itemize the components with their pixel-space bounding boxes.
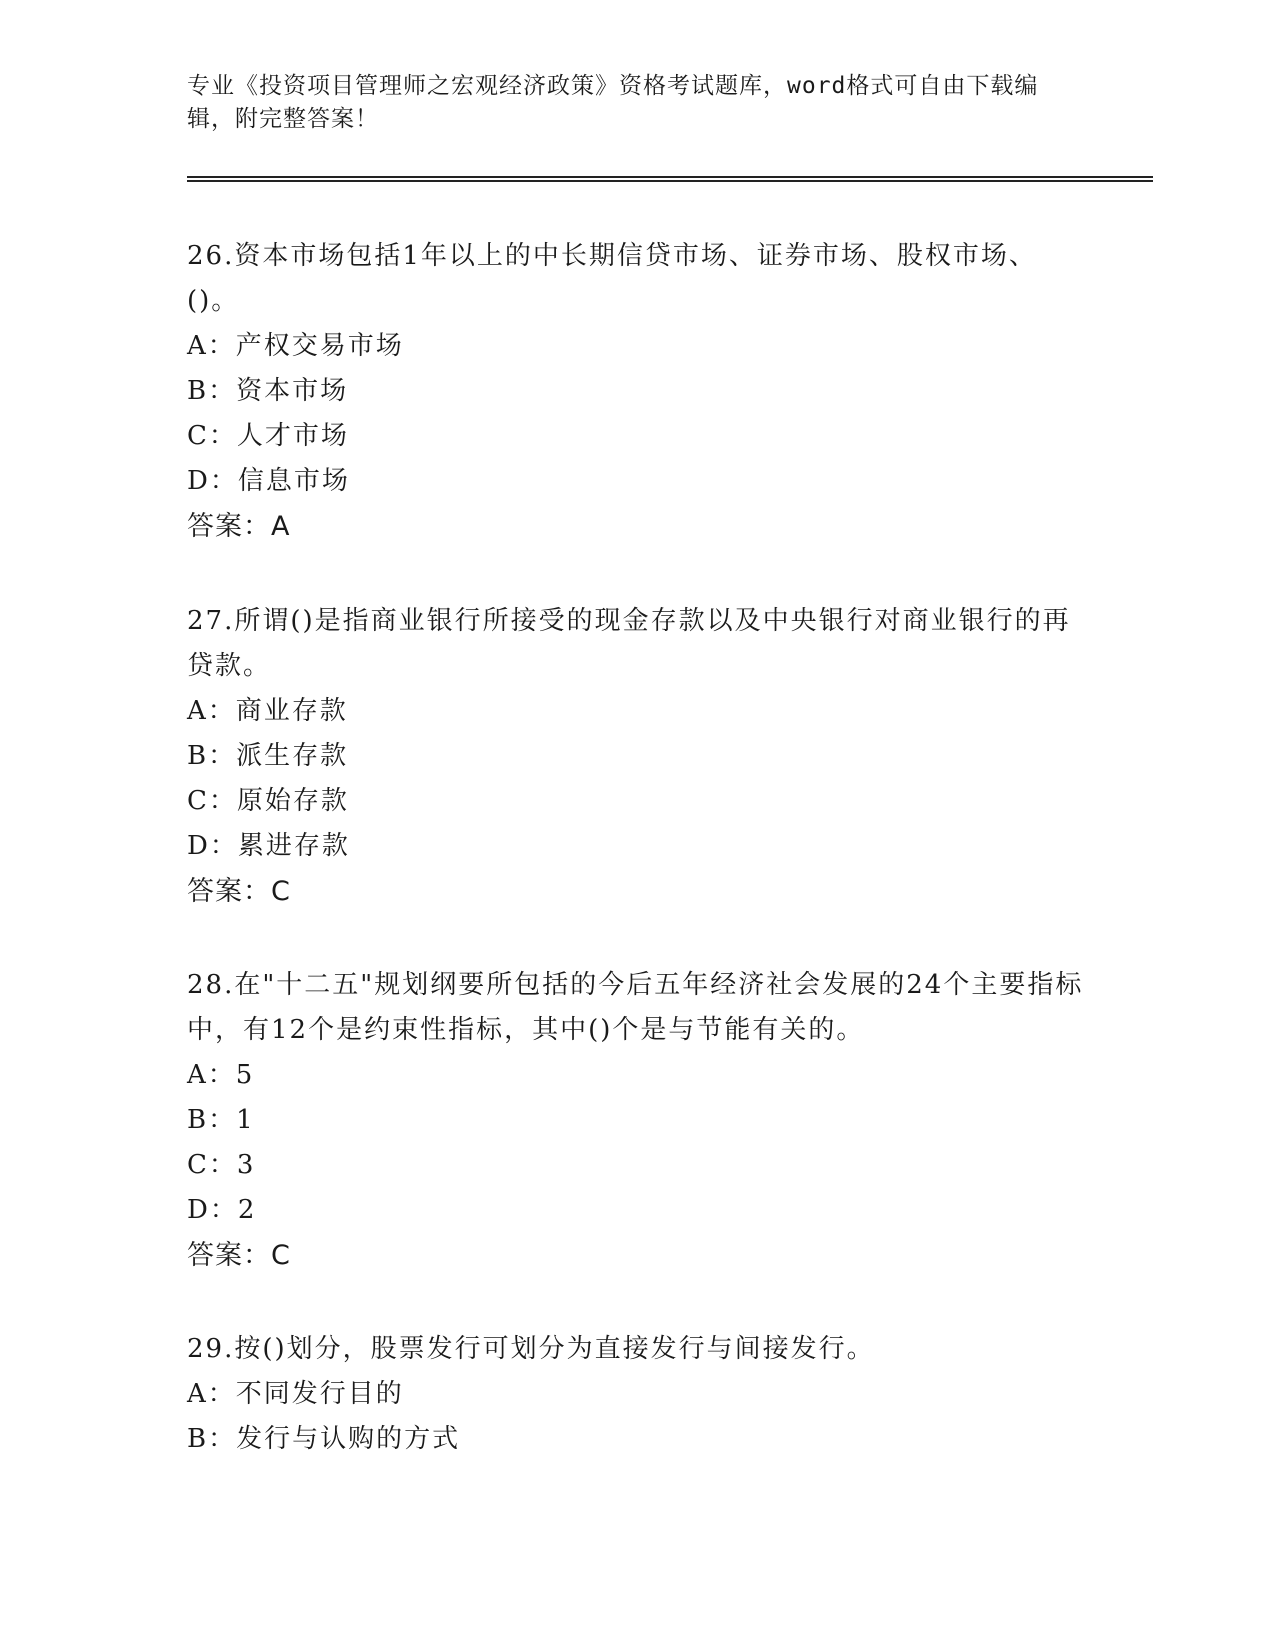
document-header: 专业《投资项目管理师之宏观经济政策》资格考试题库，word格式可自由下载编辑，附完整答案！ bbox=[187, 73, 1039, 132]
option-d: D：2 bbox=[187, 1195, 257, 1225]
option-b: B：派生存款 bbox=[187, 741, 349, 771]
option-c: C：3 bbox=[187, 1150, 256, 1180]
option-a: A：5 bbox=[187, 1060, 255, 1090]
question-stem: 26.资本市场包括1年以上的中长期信贷市场、证券市场、股权市场、()。 bbox=[187, 241, 1037, 316]
question-stem: 27.所谓()是指商业银行所接受的现金存款以及中央银行对商业银行的再贷款。 bbox=[187, 606, 1071, 681]
option-b: B：1 bbox=[187, 1105, 255, 1135]
option-c: C：原始存款 bbox=[187, 786, 349, 816]
question-26 bbox=[187, 234, 1087, 549]
question-28 bbox=[187, 963, 1087, 1278]
option-b: B：资本市场 bbox=[187, 376, 349, 406]
option-d: D：信息市场 bbox=[187, 466, 350, 496]
option-a: A：产权交易市场 bbox=[187, 331, 404, 361]
option-b: B：发行与认购的方式 bbox=[187, 1424, 461, 1454]
answer: 答案：A bbox=[187, 511, 291, 542]
answer: 答案：C bbox=[187, 1240, 291, 1271]
option-a: A：商业存款 bbox=[187, 696, 348, 726]
option-a: A：不同发行目的 bbox=[187, 1379, 404, 1409]
question-27 bbox=[187, 599, 1087, 914]
answer: 答案：C bbox=[187, 876, 291, 907]
option-d: D：累进存款 bbox=[187, 831, 350, 861]
question-stem: 29.按()划分，股票发行可划分为直接发行与间接发行。 bbox=[187, 1334, 875, 1364]
header-double-rule bbox=[187, 176, 1153, 182]
option-c: C：人才市场 bbox=[187, 421, 349, 451]
question-29 bbox=[187, 1327, 1087, 1462]
question-stem: 28.在"十二五"规划纲要所包括的今后五年经济社会发展的24个主要指标中，有12个是约束性指标，其中()个是与节能有关的。 bbox=[187, 970, 1084, 1045]
